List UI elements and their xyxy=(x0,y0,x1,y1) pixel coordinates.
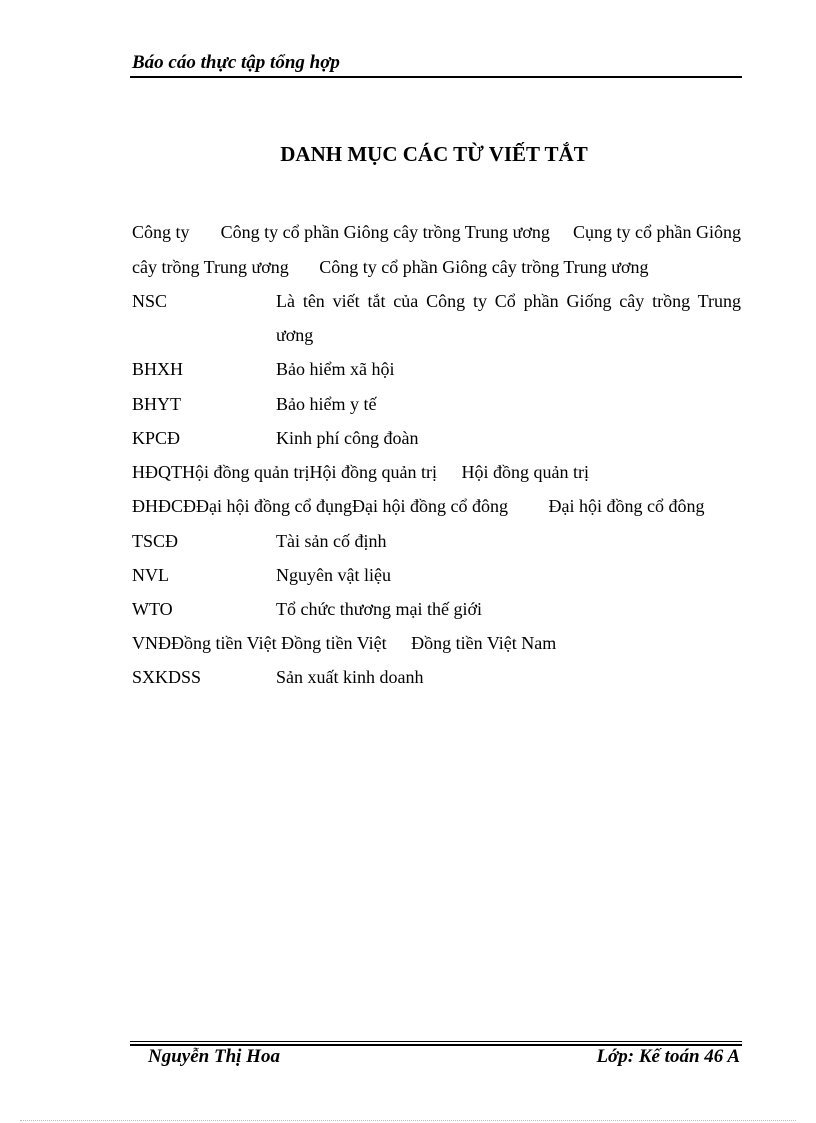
report-header-title: Báo cáo thực tập tổng hợp xyxy=(132,52,340,73)
entry-nsc-desc-line2: ương xyxy=(276,325,314,345)
entry-tscd-desc: Tài sản cố định xyxy=(276,531,387,551)
entry-dhdcd-line xyxy=(132,495,704,517)
entry-cong-ty-desc: Công ty cổ phần Giông cây trồng Trung ương xyxy=(220,222,550,242)
entry-nsc-abbr: NSC xyxy=(132,291,168,311)
header-divider xyxy=(130,76,742,78)
footer-author-name: Nguyễn Thị Hoa xyxy=(148,1046,280,1067)
entry-dhdcd-text: ĐHĐCĐĐại hội đồng cổ đụngĐại hội đồng cổ đông xyxy=(132,496,508,516)
entry-kpcd-abbr: KPCĐ xyxy=(132,428,181,448)
entry-nvl-abbr: NVL xyxy=(132,565,169,585)
page-title: DANH MỤC CÁC TỪ VIẾT TẮT xyxy=(280,142,588,166)
entry-dhdcd-tail: Đại hội đồng cổ đông xyxy=(548,496,705,516)
entry-bhyt-abbr: BHYT xyxy=(132,394,181,414)
footer-divider-thin xyxy=(130,1041,742,1042)
entry-cong-ty-overlap: Cụng ty cổ phần Giông xyxy=(573,222,741,242)
page-bottom-edge xyxy=(20,1120,796,1121)
entry-vnd-text: VNĐĐồng tiền Việt Đồng tiền Việt xyxy=(132,633,387,653)
footer-class-label: Lớp: Kế toán 46 A xyxy=(596,1046,740,1067)
entry-bhxh-abbr: BHXH xyxy=(132,359,184,379)
entry-bhxh-desc: Bảo hiểm xã hội xyxy=(276,359,395,379)
entry-tscd-abbr: TSCĐ xyxy=(132,531,179,551)
entry-wto-abbr: WTO xyxy=(132,599,173,619)
entry-nsc-desc-line1: Là tên viết tắt của Công ty Cổ phần Giống cây trồng Trung xyxy=(276,291,741,311)
entry-hdqt-line xyxy=(132,461,589,483)
entry-cong-ty-line2 xyxy=(132,256,649,278)
entry-vnd-line xyxy=(132,632,556,654)
entry-nvl-desc: Nguyên vật liệu xyxy=(276,565,391,585)
entry-hdqt-tail: Hội đồng quản trị xyxy=(461,462,589,482)
entry-cong-ty-abbr: Công ty xyxy=(132,222,190,242)
entry-wto-desc: Tổ chức thương mại thế giới xyxy=(276,599,483,619)
entry-sxkdss-abbr: SXKDSS xyxy=(132,667,202,687)
entry-bhyt-desc: Bảo hiểm y tế xyxy=(276,394,377,414)
entry-sxkdss-desc: Sản xuất kinh doanh xyxy=(276,667,424,687)
entry-kpcd-desc: Kinh phí công đoàn xyxy=(276,428,419,448)
entry-hdqt-text: HĐQTHội đồng quản trịHội đồng quản trị xyxy=(132,462,437,482)
entry-cong-ty-line1 xyxy=(132,221,741,243)
entry-cong-ty-line2-end: Công ty cổ phần Giông cây trồng Trung ương xyxy=(319,257,649,277)
entry-cong-ty-line2-start: cây trồng Trung ương xyxy=(132,257,289,277)
entry-vnd-tail: Đồng tiền Việt Nam xyxy=(411,633,557,653)
